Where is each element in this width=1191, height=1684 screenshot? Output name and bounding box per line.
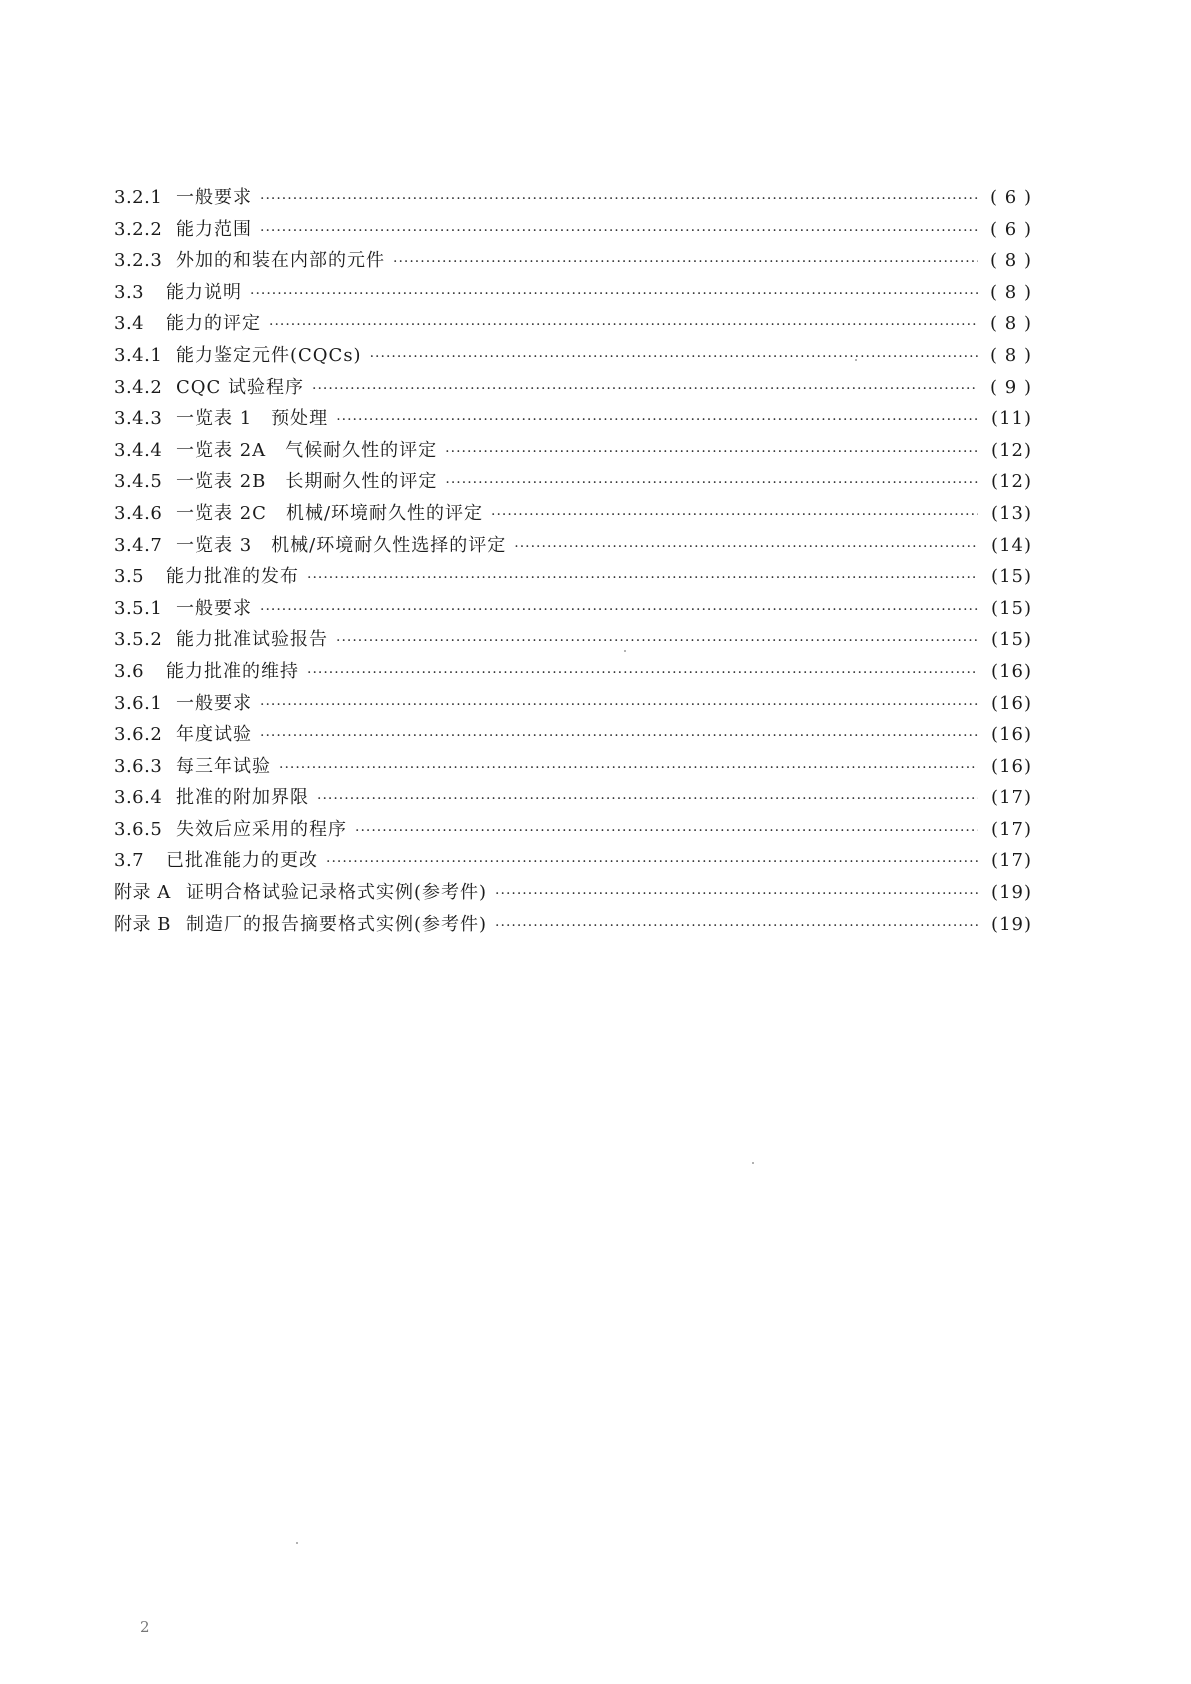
- dot-leader: [317, 784, 978, 816]
- dot-leader: [279, 753, 978, 785]
- page-number: 2: [140, 1618, 150, 1636]
- toc-entry-page: (15): [991, 566, 1032, 588]
- dot-leader: [393, 247, 978, 279]
- toc-entry-page: ( 8 ): [990, 313, 1032, 335]
- toc-entry-number: 3.5.1: [114, 597, 163, 619]
- toc-entry-3-6-5[interactable]: [114, 814, 1032, 846]
- toc-entry-number: 3.5: [114, 566, 145, 588]
- toc-entry-3-5[interactable]: [114, 561, 1032, 593]
- toc-entry-title: 外加的和装在内部的元件: [176, 250, 385, 272]
- toc-entry-title: 一般要求: [176, 187, 252, 208]
- toc-entry-page: (16): [991, 660, 1032, 682]
- toc-entry-3-6-2[interactable]: [114, 719, 1032, 751]
- toc-entry-3-4-2[interactable]: [114, 372, 1032, 404]
- toc-entry-title: 能力鉴定元件(CQCs): [176, 344, 362, 366]
- toc-entry-page: ( 6 ): [990, 218, 1032, 240]
- toc-entry-3-3[interactable]: [114, 277, 1032, 309]
- toc-entry-title: 已批准能力的更改: [166, 850, 318, 872]
- toc-entry-title: 能力批准的维持: [166, 660, 299, 682]
- toc-entry-3-4-6[interactable]: [114, 498, 1032, 530]
- toc-entry-title: 能力说明: [166, 281, 242, 303]
- toc-entry-3-5-2[interactable]: [114, 624, 1032, 656]
- toc-entry-title: 失效后应采用的程序: [176, 818, 347, 840]
- toc-entry-3-2-3[interactable]: [114, 245, 1032, 277]
- toc-entry-number: 3.2.2: [114, 218, 163, 240]
- toc-entry-3-4[interactable]: [114, 308, 1032, 340]
- toc-entry-number: 3.6.1: [114, 692, 163, 714]
- dot-leader: [307, 563, 978, 595]
- toc-entry-page: (11): [991, 408, 1032, 430]
- toc-entry-title: 一般要求: [176, 692, 252, 714]
- toc-entry-3-4-3[interactable]: [114, 403, 1032, 435]
- toc-entry-number: 附录 A: [114, 882, 171, 904]
- toc-entry-number: 3.5.2: [114, 629, 163, 651]
- toc-entry-number: 3.4.4: [114, 439, 163, 461]
- toc-entry-title: 一览表 2B 长期耐久性的评定: [176, 471, 438, 493]
- dot-leader: [307, 658, 978, 690]
- dot-leader: [312, 374, 978, 406]
- toc-entry-title: 能力批准试验报告: [176, 629, 328, 651]
- table-of-contents: [114, 182, 1032, 940]
- toc-entry-page: (17): [991, 850, 1032, 872]
- dot-leader: [269, 310, 978, 342]
- dot-leader: [336, 405, 978, 437]
- toc-entry-title: 一览表 3 机械/环境耐久性选择的评定: [176, 534, 507, 556]
- scan-speck: [752, 1162, 754, 1164]
- dot-leader: [355, 816, 978, 848]
- toc-entry-page: (16): [991, 692, 1032, 714]
- toc-entry-title: 批准的附加界限: [176, 787, 309, 809]
- toc-entry-page: ( 9 ): [990, 376, 1032, 398]
- toc-entry-number: 3.4.3: [114, 408, 163, 430]
- dot-leader: [260, 184, 978, 216]
- toc-entry-page: (12): [991, 439, 1032, 461]
- toc-entry-3-2-2[interactable]: [114, 214, 1032, 246]
- toc-entry-page: (19): [991, 913, 1032, 935]
- toc-entry-page: ( 6 ): [990, 187, 1032, 208]
- toc-entry-appendix-b[interactable]: [114, 909, 1032, 941]
- toc-entry-3-6-1[interactable]: [114, 688, 1032, 720]
- toc-entry-page: (19): [991, 882, 1032, 904]
- toc-entry-title: 年度试验: [176, 724, 252, 746]
- toc-entry-page: (17): [991, 818, 1032, 840]
- dot-leader: [445, 437, 978, 469]
- toc-entry-number: 3.6.2: [114, 724, 163, 746]
- toc-entry-number: 3.3: [114, 281, 145, 303]
- dot-leader: [336, 626, 978, 658]
- toc-entry-title: 一般要求: [176, 597, 252, 619]
- dot-leader: [260, 690, 978, 722]
- toc-entry-page: (17): [991, 787, 1032, 809]
- toc-entry-number: 3.4.2: [114, 376, 163, 398]
- toc-entry-title: CQC 试验程序: [176, 376, 305, 398]
- toc-entry-page: ( 8 ): [990, 250, 1032, 272]
- toc-entry-3-5-1[interactable]: [114, 593, 1032, 625]
- toc-entry-page: (15): [991, 629, 1032, 651]
- dot-leader: [445, 468, 978, 500]
- toc-entry-page: ( 8 ): [990, 344, 1032, 366]
- dot-leader: [491, 500, 978, 532]
- toc-entry-page: ( 8 ): [990, 281, 1032, 303]
- toc-entry-number: 3.6.3: [114, 755, 163, 777]
- toc-entry-3-4-1[interactable]: [114, 340, 1032, 372]
- toc-entry-number: 3.6.4: [114, 787, 163, 809]
- toc-entry-title: 能力的评定: [166, 313, 261, 335]
- toc-entry-number: 附录 B: [114, 913, 171, 935]
- toc-entry-3-7[interactable]: [114, 845, 1032, 877]
- toc-entry-3-4-7[interactable]: [114, 530, 1032, 562]
- toc-entry-page: (16): [991, 755, 1032, 777]
- toc-entry-page: (13): [991, 502, 1032, 524]
- dot-leader: [250, 279, 978, 311]
- dot-leader: [260, 721, 978, 753]
- toc-entry-3-4-4[interactable]: [114, 435, 1032, 467]
- dot-leader: [260, 595, 978, 627]
- toc-entry-number: 3.4.7: [114, 534, 163, 556]
- toc-entry-number: 3.2.1: [114, 187, 163, 208]
- toc-entry-title: 能力范围: [176, 218, 252, 240]
- toc-entry-title: 每三年试验: [176, 755, 271, 777]
- toc-entry-number: 3.6.5: [114, 818, 163, 840]
- toc-entry-number: 3.4.5: [114, 471, 163, 493]
- dot-leader: [495, 879, 978, 911]
- toc-entry-number: 3.6: [114, 660, 145, 682]
- toc-entry-number: 3.4.6: [114, 502, 163, 524]
- toc-entry-number: 3.2.3: [114, 250, 163, 272]
- toc-entry-number: 3.7: [114, 850, 145, 872]
- toc-entry-3-6-3[interactable]: [114, 751, 1032, 783]
- toc-entry-title: 一览表 2A 气候耐久性的评定: [176, 439, 438, 461]
- dot-leader: [370, 342, 978, 374]
- toc-entry-title: 一览表 2C 机械/环境耐久性的评定: [176, 502, 484, 524]
- scan-speck: [855, 359, 857, 361]
- toc-entry-appendix-a[interactable]: [114, 877, 1032, 909]
- toc-entry-title: 能力批准的发布: [166, 566, 299, 588]
- toc-entry-3-6[interactable]: [114, 656, 1032, 688]
- toc-entry-page: (16): [991, 724, 1032, 746]
- toc-entry-page: (12): [991, 471, 1032, 493]
- dot-leader: [326, 847, 978, 879]
- scan-speck: [296, 1542, 298, 1544]
- dot-leader: [260, 216, 978, 248]
- toc-entry-page: (15): [991, 597, 1032, 619]
- toc-entry-title: 一览表 1 预处理: [176, 408, 329, 430]
- toc-entry-title: 证明合格试验记录格式实例(参考件): [186, 882, 488, 904]
- dot-leader: [495, 911, 978, 943]
- scan-speck: [624, 650, 626, 652]
- toc-entry-page: (14): [991, 534, 1032, 556]
- toc-entry-number: 3.4: [114, 313, 145, 335]
- toc-entry-title: 制造厂的报告摘要格式实例(参考件): [186, 913, 488, 935]
- toc-entry-3-6-4[interactable]: [114, 782, 1032, 814]
- toc-entry-3-4-5[interactable]: [114, 466, 1032, 498]
- toc-entry-3-2-1[interactable]: [114, 182, 1032, 214]
- toc-entry-number: 3.4.1: [114, 344, 163, 366]
- dot-leader: [514, 532, 978, 564]
